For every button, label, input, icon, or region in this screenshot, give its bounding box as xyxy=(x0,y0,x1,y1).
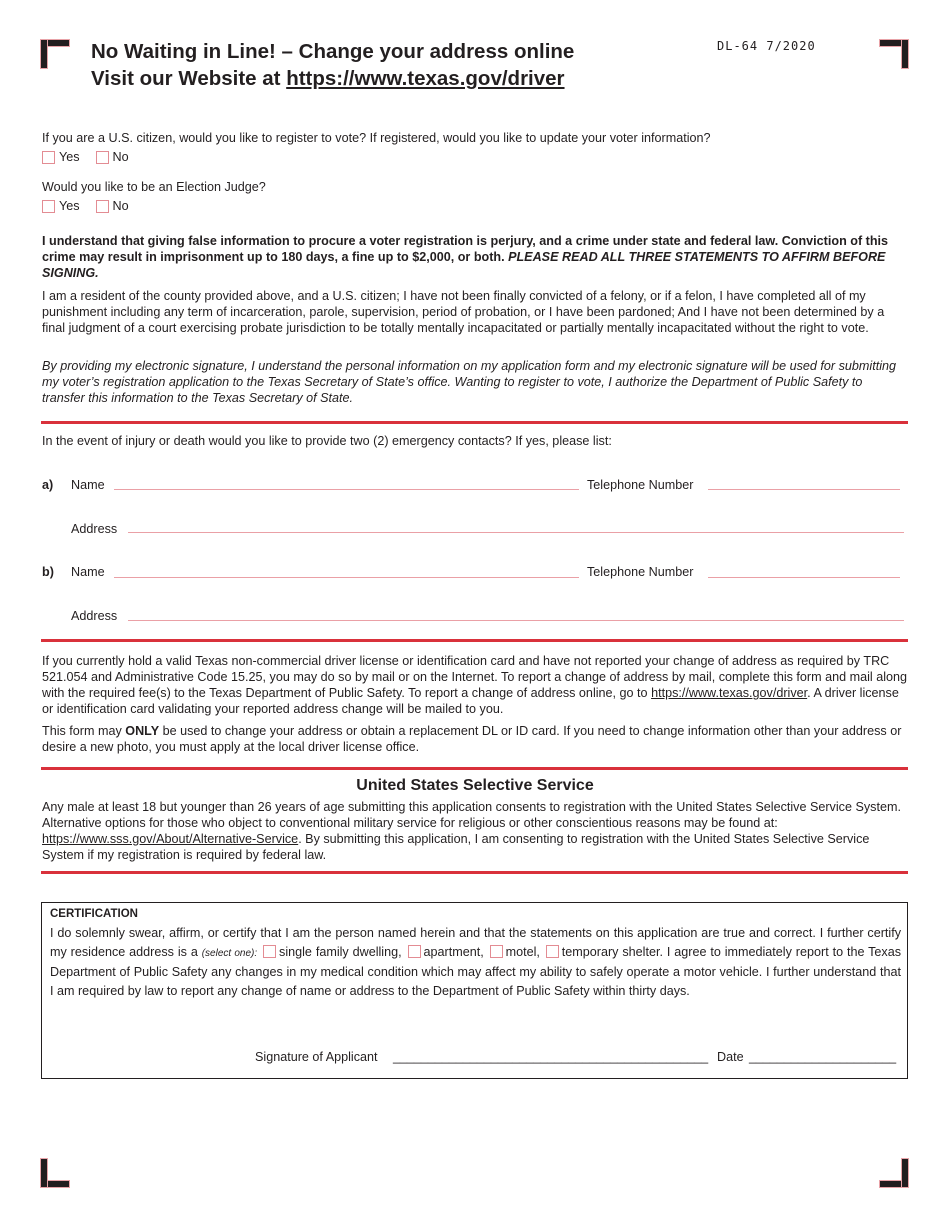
title-line-1: No Waiting in Line! – Change your address online xyxy=(91,40,575,63)
apartment-label: apartment, xyxy=(423,944,484,959)
resident-statement: I am a resident of the county provided above, and a U.S. citizen; I have not been finally convicted of a felony, or if a felon, I have completed all of my punishment including any term of incarceration, parole, supervision, period of probation, or I have been pardoned; And I have not been determined by a final judgment of a court exercising probate jurisdiction to be totally mentally incapacitated or partially mentally incapacitated without the right to vote. xyxy=(42,289,885,335)
election-judge-yes-label: Yes xyxy=(59,199,80,213)
contact-b-phone-field[interactable] xyxy=(708,577,900,578)
change-address-link[interactable]: https://www.texas.gov/driver xyxy=(651,686,808,700)
contact-a-address-field[interactable] xyxy=(128,532,904,533)
single-family-dwelling-checkbox[interactable] xyxy=(263,945,276,958)
signature-label: Signature of Applicant xyxy=(255,1050,378,1064)
contact-b-name-label: Name xyxy=(71,565,105,579)
contact-a-name-label: Name xyxy=(71,478,105,492)
esignature-statement: By providing my electronic signature, I understand the personal information on my application form and my electronic signature will be used for submitting my voter’s registration application to the Texas Secretary of State’s office. Wanting to register to vote, I authorize the Department of Public Safety to transfer this information to the Texas Secretary of State. xyxy=(42,359,897,405)
date-field[interactable]: _____________________ xyxy=(749,1050,897,1064)
date-label: Date xyxy=(717,1050,744,1064)
perjury-statement xyxy=(42,233,908,281)
voter-question: If you are a U.S. citizen, would you like to register to vote? If registered, would you like to update your voter information? xyxy=(42,131,711,145)
corner-mark-bottom-left xyxy=(41,1157,71,1187)
form-usage-suffix: be used to change your address or obtain a replacement DL or ID card. If you need to change information other than your address or desire a new photo, you must apply at the local driver license office. xyxy=(42,724,902,754)
motel-label: motel, xyxy=(505,944,540,959)
selective-service-text xyxy=(42,799,908,863)
texas-driver-link[interactable]: https://www.texas.gov/driver xyxy=(286,67,565,90)
contact-a-marker: a) xyxy=(42,478,54,492)
form-usage-emphasis: ONLY xyxy=(125,724,160,738)
election-judge-no-checkbox[interactable] xyxy=(96,200,109,213)
corner-mark-top-right xyxy=(878,40,908,70)
title-line-2-prefix: Visit our Website at xyxy=(91,67,287,90)
contact-a-address-label: Address xyxy=(71,522,118,536)
contact-b-marker: b) xyxy=(42,565,54,579)
contact-a-phone-label: Telephone Number xyxy=(587,478,694,492)
certification-title: CERTIFICATION xyxy=(50,908,138,920)
selective-service-title: United States Selective Service xyxy=(356,777,594,794)
contact-b-name-field[interactable] xyxy=(114,577,579,578)
election-judge-options xyxy=(42,199,141,213)
temporary-shelter-checkbox[interactable] xyxy=(546,945,559,958)
divider-1 xyxy=(41,421,908,424)
change-address-info xyxy=(42,653,908,717)
perjury-text: I understand that giving false information to procure a voter registration is perjury, and a crime under state and federal law. Conviction of this crime may result in imprisonment up to 180 days, a fine up to $2,000, or both. xyxy=(42,234,889,264)
divider-4 xyxy=(41,871,908,874)
single-family-dwelling-label: single family dwelling, xyxy=(279,944,402,959)
voter-yes-checkbox[interactable] xyxy=(42,151,55,164)
voter-yes-label: Yes xyxy=(59,150,80,164)
temporary-shelter-label: temporary shelter. xyxy=(561,944,663,959)
signature-field[interactable]: _____________________________________________ xyxy=(393,1050,709,1064)
emergency-intro: In the event of injury or death would you like to provide two (2) emergency contacts? If yes, please list: xyxy=(42,434,612,448)
form-code: DL-64 7/2020 xyxy=(717,39,816,53)
motel-checkbox[interactable] xyxy=(490,945,503,958)
contact-b-address-label: Address xyxy=(71,609,118,623)
divider-3 xyxy=(41,767,908,770)
contact-a-name-field[interactable] xyxy=(114,489,579,490)
corner-mark-top-left xyxy=(41,40,71,70)
perjury-emphasis: PLEASE READ ALL THREE STATEMENTS TO AFFIRM BEFORE SIGNING. xyxy=(42,250,886,280)
title-line-2 xyxy=(91,65,574,92)
form-usage-note xyxy=(42,723,908,755)
certification-text-start: I do solemnly swear, affirm, or certify that I am the person named herein and that the statements on this application are true and correct. I further certify my residence address is a xyxy=(50,926,901,959)
contact-b-address-field[interactable] xyxy=(128,620,904,621)
voter-no-label: No xyxy=(112,150,129,164)
selective-service-link[interactable]: https://www.sss.gov/About/Alternative-Service xyxy=(42,832,299,846)
selective-service-suffix: . By submitting this application, I am consenting to registration with the United States Selective Service System if my registration is required by federal law. xyxy=(42,832,870,862)
voter-options xyxy=(42,150,141,164)
selective-service-prefix: Any male at least 18 but younger than 26 years of age submitting this application consents to registration with the United States Selective Service System. Alternative options for those who object to conventional military service for religious or other conscientious reasons may be found at: xyxy=(42,800,901,830)
form-usage-prefix: This form may xyxy=(42,724,126,738)
divider-2 xyxy=(41,639,908,642)
certification-text-end: I agree to immediately report to the Texas Department of Public Safety any changes in my medical condition which may affect my ability to safely operate a motor vehicle. I further understand that I am required by law to report any change of name or address to the Department of Public Safety within thirty days. xyxy=(50,944,902,998)
change-address-text: If you currently hold a valid Texas non-commercial driver license or identification card and have not reported your change of address as required by TRC 521.054 and Administrative Code 15.25, you may do so by mail or on the Internet. To report a change of address by mail, complete this form and mail along with the required fee(s) to the Texas Department of Public Safety. To report a change of address online, go to xyxy=(42,654,908,700)
page-title xyxy=(91,38,574,92)
voter-no-checkbox[interactable] xyxy=(96,151,109,164)
apartment-checkbox[interactable] xyxy=(408,945,421,958)
contact-a-phone-field[interactable] xyxy=(708,489,900,490)
corner-mark-bottom-right xyxy=(878,1157,908,1187)
select-one-hint: (select one): xyxy=(201,947,258,959)
certification-text xyxy=(50,924,901,1000)
election-judge-no-label: No xyxy=(112,199,129,213)
contact-b-phone-label: Telephone Number xyxy=(587,565,694,579)
change-address-suffix: . A driver license or identification card validating your reported address change will be mailed to you. xyxy=(42,686,899,716)
election-judge-question: Would you like to be an Election Judge? xyxy=(42,180,266,194)
election-judge-yes-checkbox[interactable] xyxy=(42,200,55,213)
